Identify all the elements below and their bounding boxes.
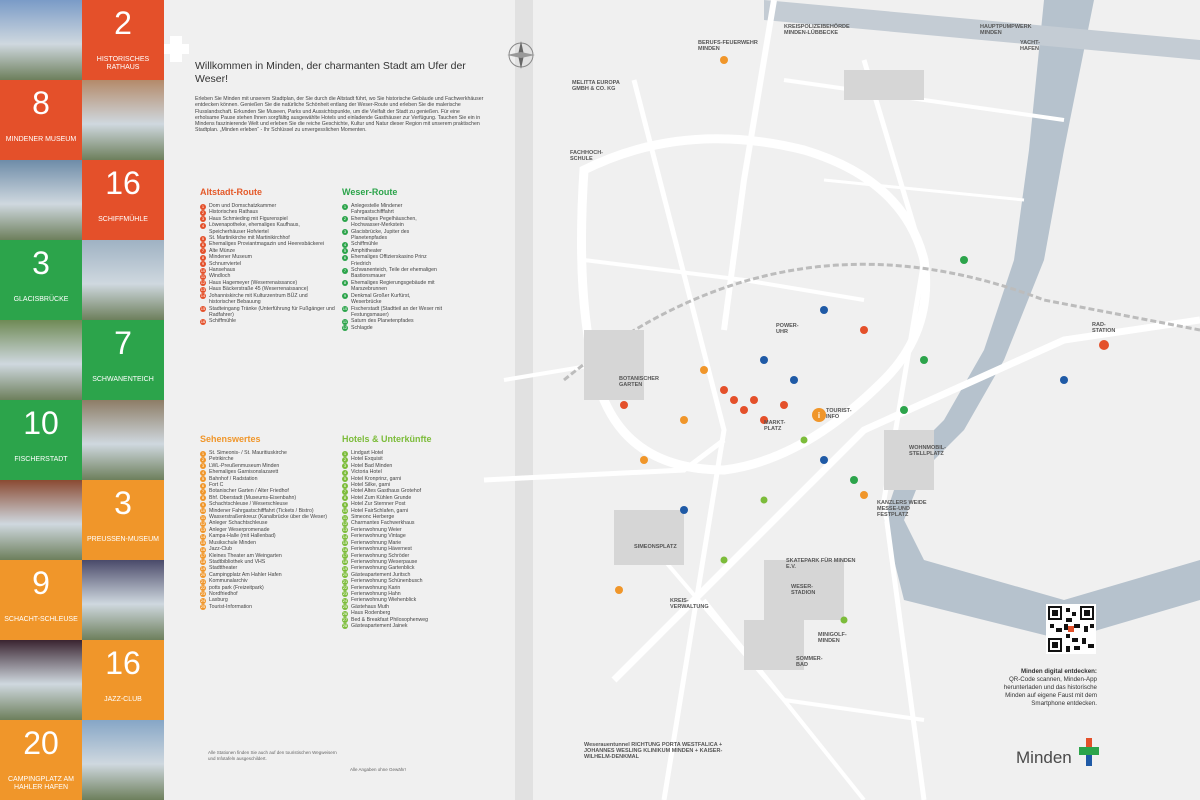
number-badge: 1	[201, 203, 205, 209]
number-badge: 24	[200, 597, 206, 603]
number-badge: 2	[343, 216, 347, 222]
list-item-label: Ferienwohnung Schröder	[351, 552, 410, 559]
list-item-label: Ferienwohnung Weserpause	[351, 558, 418, 565]
number-badge: 11	[342, 514, 348, 520]
list-item-label: Bahnhof / Radstation	[209, 475, 258, 482]
altstadt-list	[200, 203, 335, 325]
list-item-label: Victoria Hotel	[351, 469, 382, 476]
number-badge: 10	[342, 508, 348, 514]
strip-photo	[82, 240, 164, 320]
list-item-label: St. Simeonis- / St. Mauritiuskirche	[209, 450, 287, 456]
strip-label: MINDENER MUSEUM	[5, 136, 77, 143]
number-badge: 10	[200, 267, 206, 273]
number-badge: 7	[201, 488, 205, 494]
label-minigolf: MINIGOLF-MINDEN	[818, 632, 847, 644]
label-yachthafen: YACHT-HAFEN	[1020, 40, 1040, 52]
strip-label: JAZZ-CLUB	[104, 696, 142, 703]
strip-tile	[0, 80, 164, 160]
strip-label: HISTORISCHES RATHAUS	[96, 56, 150, 71]
list-item-label: Haus Hagemeyer (Weserrenaissance)	[209, 279, 298, 286]
list-item-label: Schnurrviertel	[209, 260, 242, 267]
number-badge: 1	[343, 450, 347, 456]
number-badge: 3	[201, 463, 205, 469]
number-badge: 11	[200, 273, 206, 279]
list-item	[200, 604, 335, 610]
list-item-label: Ehemaliges Offizierskasino Prinz Friedrich	[351, 254, 427, 267]
list-item-label: Lindgart Hotel	[351, 450, 384, 456]
number-badge: 21	[200, 578, 206, 584]
digital-text: QR-Code scannen, Minden-App herunterladen und das historische Minden auf eigene Faust mit dem Smartphone entdecken.	[1003, 676, 1097, 707]
strip-photo	[0, 0, 82, 80]
number-badge: 9	[343, 293, 347, 299]
number-badge: 3	[201, 216, 205, 222]
strip-label: SCHWANENTEICH	[92, 376, 154, 383]
number-badge: 2	[201, 209, 205, 215]
number-badge: 14	[200, 293, 206, 299]
number-badge: 20	[200, 572, 206, 578]
number-badge: 18	[200, 559, 206, 565]
number-badge: 5	[343, 248, 347, 254]
svg-text:i: i	[817, 411, 821, 420]
label-simeonsplatz: SIMEONSPLATZ	[634, 544, 677, 550]
label-poweruhr: POWER-UHR	[776, 323, 799, 335]
list-item-label: Stadteingang Tränke (Unterführung für Fußgänger und Radfahrer)	[209, 305, 335, 318]
label-botanischer-garten: BOTANISCHER GARTEN	[619, 376, 659, 388]
list-item	[342, 306, 442, 319]
digital-box	[985, 668, 1097, 708]
strip-photo	[0, 320, 82, 400]
number-badge: 8	[201, 495, 205, 501]
number-badge: 12	[342, 520, 348, 526]
list-item	[342, 254, 442, 267]
list-item-label: Ferienwohnung Gartenblick	[351, 565, 415, 572]
strip-photo	[0, 640, 82, 720]
number-badge: 20	[342, 572, 348, 578]
strip-number: 16	[105, 165, 141, 201]
number-badge: 19	[342, 565, 348, 571]
number-badge: 3	[343, 463, 347, 469]
list-item-label: Dom und Domschatzkammer	[209, 203, 277, 209]
list-item	[200, 222, 335, 235]
number-badge: 12	[200, 280, 206, 286]
strip-number: 7	[114, 325, 132, 361]
altstadt-title: Altstadt-Route	[200, 187, 262, 197]
strip-tile	[0, 720, 164, 800]
list-item	[200, 306, 335, 319]
number-badge: 15	[342, 540, 348, 546]
list-item	[342, 623, 462, 629]
strip-number: 8	[32, 85, 50, 121]
list-item	[200, 318, 335, 324]
note-sehens: Alle Stationen finden Sie auch auf den touristischen Wegweisern und Infotafeln ausgeschildert.	[208, 750, 337, 761]
label-hauptpumpwerk: HAUPTPUMPWERK MINDEN	[980, 24, 1032, 36]
number-badge: 8	[343, 495, 347, 501]
number-badge: 23	[200, 591, 206, 597]
list-item-label: Alte Münze	[209, 247, 235, 254]
list-item-label: Ferienwohnung Schünenbusch	[351, 578, 423, 585]
number-badge: 7	[201, 248, 205, 254]
number-badge: 22	[200, 585, 206, 591]
list-item-label: Haus Rodenberg	[351, 610, 391, 617]
strip-tile	[0, 560, 164, 640]
list-item-label: Fort C	[209, 482, 224, 489]
list-item-label: Bed & Breakfast Philosophenweg	[351, 616, 428, 623]
list-item-label: Saturn des Planetenpfades	[351, 318, 414, 325]
label-fachhochschule: FACHHOCH-SCHULE	[570, 150, 603, 162]
number-badge: 26	[342, 610, 348, 616]
strip-number: 16	[105, 645, 141, 681]
list-item	[342, 267, 442, 280]
list-item-label: Hotel FairSchlafen, garni	[351, 507, 409, 514]
strip-tile	[0, 400, 164, 480]
list-item-label: Hotel Altes Gasthaus Grotehof	[351, 488, 422, 495]
label-weserauentunnel: Weserauentunnel RICHTUNG PORTA WESTFALICA + JOHANNES WESLING KLINIKUM MINDEN + KAISER-WILHELM-DENKMAL	[584, 742, 723, 760]
strip-photo	[82, 80, 164, 160]
number-badge: 23	[342, 591, 348, 597]
list-item-label: Ferienwohnung Hahn	[351, 590, 401, 597]
number-badge: 12	[200, 520, 206, 526]
list-item-label: Schiffmühle	[351, 241, 379, 248]
strip-label: SCHACHT-SCHLEUSE	[4, 616, 78, 623]
number-badge: 21	[342, 578, 348, 584]
list-item	[342, 293, 442, 306]
number-badge: 25	[342, 604, 348, 610]
number-badge: 7	[343, 488, 347, 494]
number-badge: 13	[200, 286, 206, 292]
legend-panel	[195, 60, 485, 134]
intro-text: Erleben Sie Minden mit unserem Stadtplan, der Sie durch die Altstadt führt, wo Sie historische Gebäude und Fachwerkhäuser entdecken können. Genießen Sie die natürliche Schönheit entlang der Weser-Route und erleben Sie die malerische Flusslandschaft. Erkunden Sie Museen, Parks und Aussichtspunkte, um die Vielfalt der Stadt zu genießen. Für eine erholsame Pause stehen Ihnen sorgfältig ausgewählte Hotels und einladende Gasthäuser zur Verfügung. Tauchen Sie ein in Mindens faszinierende Welt und erleben Sie die reiche Geschichte, Kultur und Natur dieser Region mit unserem praktischen Stadtplan. „Minden erleben“ - Ihr Schlüssel zu unvergesslichen Momenten.	[195, 96, 484, 134]
number-badge: 13	[342, 527, 348, 533]
strip-label: GLACISBRÜCKE	[13, 296, 69, 303]
photo-strip	[0, 0, 164, 800]
list-item-label: Tourist-Information	[209, 603, 252, 610]
botanical-garden-block	[584, 330, 644, 400]
list-item-label: Gästehaus Muth	[351, 603, 390, 610]
list-item-label: Windloch	[209, 273, 231, 280]
number-badge: 5	[343, 476, 347, 482]
label-skatepark: SKATEPARK FÜR MINDEN E.V.	[786, 558, 856, 570]
number-badge: 2	[201, 456, 205, 462]
list-item-label: Hotel Exquisit	[351, 456, 383, 463]
number-badge: 8	[201, 254, 205, 260]
list-item-label: Schwanenteich, Teile der ehemaligen Bastionsmauer	[351, 267, 437, 280]
strip-tile	[0, 0, 164, 80]
label-sommerbad: SOMMER-BAD	[796, 656, 823, 668]
strip-label: PREUSSEN-MUSEUM	[87, 536, 159, 543]
list-item-label: Ferienwohnung Vintage	[351, 533, 406, 540]
number-badge: 16	[342, 546, 348, 552]
list-item-label: LWL-Preußenmuseum Minden	[209, 462, 280, 469]
qr-code[interactable]	[1046, 604, 1096, 654]
number-badge: 18	[342, 559, 348, 565]
list-item-label: Hansehaus	[209, 267, 236, 274]
number-badge: 1	[343, 203, 347, 209]
hotels-title: Hotels & Unterkünfte	[342, 434, 432, 444]
list-item-label: Historisches Rathaus	[209, 209, 259, 216]
number-badge: 16	[200, 318, 206, 324]
label-tourist-info: TOURIST-INFO	[826, 408, 852, 420]
number-badge: 14	[200, 533, 206, 539]
list-item	[342, 216, 442, 229]
weser-title: Weser-Route	[342, 187, 398, 197]
label-melitta: MELITTA EUROPA GMBH & CO. KG	[572, 80, 620, 92]
number-badge: 10	[342, 306, 348, 311]
label-kreisverwaltung: KREIS-VERWALTUNG	[670, 598, 709, 610]
list-item-label: potts park (Freizeitpark)	[209, 584, 264, 591]
label-wohnmobil: WOHNMOBIL-STELLPLATZ	[909, 445, 946, 457]
list-item-label: Löwenapotheke, ehemaliges Kaufhaus, Speicherhäuser Hofviertel	[209, 222, 300, 235]
number-badge: 10	[200, 508, 206, 514]
list-item-label: Kampa-Halle (mit Hallenbad)	[209, 533, 276, 540]
label-radstation: RAD-STATION	[1092, 322, 1116, 334]
list-item-label: Haus Bäckerstraße 45 (Weserrenaissance)	[209, 286, 309, 293]
strip-label: SCHIFFMÜHLE	[98, 216, 148, 223]
number-badge: 4	[343, 469, 347, 475]
list-item	[342, 325, 442, 331]
number-badge: 2	[343, 456, 347, 462]
list-item-label: Ehemaliges Pegelhäuschen, Hochwasser-Merkstein	[351, 215, 417, 229]
list-item-label: Jazz-Club	[209, 546, 233, 553]
strip-photo	[82, 560, 164, 640]
label-weserstadion: WESER-STADION	[791, 584, 816, 596]
strip-number: 3	[114, 485, 132, 521]
list-item-label: Gästeapartement Juritsch	[351, 571, 411, 578]
list-item-label: Amphitheater	[351, 247, 382, 254]
list-item-label: Laxburg	[209, 597, 228, 604]
weser-list	[342, 203, 442, 331]
list-item-label: Schlagde	[351, 324, 373, 331]
number-badge: 1	[201, 450, 205, 456]
list-item-label: Stadtbibliothek und VHS	[209, 558, 266, 565]
list-item-label: Hotel Bad Minden	[351, 462, 393, 469]
list-item-label: Kommunalarchiv	[209, 578, 248, 585]
number-badge: 9	[201, 501, 205, 507]
number-badge: 12	[342, 325, 348, 331]
number-badge: 4	[201, 469, 205, 475]
number-badge: 15	[200, 306, 206, 311]
list-item-label: Stadttheater	[209, 565, 238, 572]
strip-number: 9	[32, 565, 50, 601]
list-item-label: Ferienwohnung Karin	[351, 584, 401, 591]
list-item	[342, 203, 442, 216]
number-badge: 9	[343, 501, 347, 507]
number-badge: 13	[200, 527, 206, 533]
strip-photo	[82, 400, 164, 480]
number-badge: 24	[342, 597, 348, 603]
list-item-label: Ferienwohnung Hävernest	[351, 546, 412, 553]
list-item-label: Kleines Theater am Weingarten	[209, 552, 282, 559]
number-badge: 6	[201, 482, 205, 488]
list-item-label: Ferienwohnung Weier	[351, 526, 402, 533]
list-item-label: Schachtschleuse / Weserschleuse	[209, 501, 288, 508]
number-badge: 15	[200, 540, 206, 546]
list-item-label: Wasserstraßenkreuz (Kanalbrücke über die Weser)	[209, 514, 327, 521]
number-badge: 5	[201, 476, 205, 482]
label-kreispolizei: KREISPOLIZEIBEHÖRDE MINDEN-LÜBBECKE	[784, 24, 850, 36]
list-item-label: Ehemaliges Garnisonslazarett	[209, 469, 279, 476]
number-badge: 11	[200, 514, 206, 520]
strip-tile	[0, 480, 164, 560]
strip-tile	[0, 640, 164, 720]
number-badge: 8	[343, 280, 347, 286]
list-item-label: Haus Schmieding mit Figurenspiel	[209, 215, 288, 222]
number-badge: 5	[201, 235, 205, 241]
strip-tile	[0, 160, 164, 240]
list-item-label: Botanischer Garten / Alter Friedhof	[209, 488, 289, 495]
welcome-title: Willkommen in Minden, der charmanten Stadt am Ufer der Weser!	[195, 60, 466, 85]
list-item-label: Ehemaliges Regierungsgebäude mit Marszebrunnen	[351, 279, 435, 293]
list-item-label: Johanniskirche mit Kulturzentrum BÜZ und historischer Bebauung	[209, 292, 308, 306]
list-item-label: Denkmal Großer Kurfürst, Weserbrücke	[351, 292, 411, 306]
strip-label: FISCHERSTADT	[14, 456, 68, 463]
list-item	[342, 280, 442, 293]
list-item-label: St. Martinikirche mit Martinikirchhof	[209, 235, 290, 242]
list-item-label: Ehemaliges Proviantmagazin und Heeresbäckerei	[209, 241, 325, 248]
rail-station-marker	[1099, 340, 1109, 350]
list-item-label: Fischerstadt (Stadtteil an der Weser mit Festungsmauer)	[351, 305, 443, 318]
number-badge: 19	[200, 565, 206, 571]
list-item-label: Campingplatz Am Hahler Hafen	[209, 571, 282, 578]
digital-title: Minden digital entdecken:	[1021, 668, 1097, 675]
list-item-label: Musikschule Minden	[209, 539, 256, 546]
number-badge: 14	[342, 533, 348, 539]
number-badge: 22	[342, 585, 348, 591]
list-item-label: Mindener Museum	[209, 254, 252, 261]
strip-tile	[0, 240, 164, 320]
list-item-label: Simeonc Herberge	[351, 514, 395, 521]
list-item-label: Schiffmühle	[209, 318, 237, 325]
number-badge: 11	[342, 318, 348, 324]
strip-number: 20	[23, 725, 59, 761]
list-item-label: Anlegestelle Mindener Fahrgastschifffahrt	[351, 203, 403, 216]
strip-number: 10	[23, 405, 59, 441]
list-item-label: Bhf. Oberstadt (Museums-Eisenbahn)	[209, 494, 297, 501]
strip-photo	[82, 720, 164, 800]
list-item	[342, 229, 442, 242]
strip-label: CAMPINGPLATZ AM HAHLER HAFEN	[8, 776, 74, 791]
strip-number: 3	[32, 245, 50, 281]
list-item-label: Charmantes Fachwerkhaus	[351, 520, 415, 527]
strip-number: 2	[114, 5, 132, 41]
number-badge: 28	[342, 623, 348, 629]
number-badge: 27	[342, 617, 348, 623]
label-marktplatz: MARKT-PLATZ	[764, 420, 786, 432]
list-item-label: Hotel Zum Kühlen Grunde	[351, 494, 412, 501]
number-badge: 6	[201, 241, 205, 247]
number-badge: 16	[200, 546, 206, 552]
list-item-label: Hotel Zur Sternner Post	[351, 501, 406, 508]
number-badge: 4	[201, 222, 205, 228]
number-badge: 17	[342, 553, 348, 558]
list-item-label: Anleger Schachtschleuse	[209, 520, 268, 527]
strip-tile	[0, 320, 164, 400]
list-item-label: Hotel Silke, garni	[351, 482, 391, 489]
number-badge: 17	[200, 553, 206, 558]
number-badge: 3	[343, 229, 347, 235]
list-item-label: Hotel Kronprinz, garni	[351, 475, 402, 482]
number-badge: 6	[343, 482, 347, 488]
list-item	[200, 293, 335, 306]
list-item-label: Ferienwohnung Marie	[351, 539, 402, 546]
list-item-label: Ferienwohnung Wiehenblick	[351, 597, 417, 604]
note-hotels: Alle Angaben ohne Gewähr!	[350, 767, 407, 772]
number-badge: 9	[201, 261, 205, 267]
strip-photo	[0, 160, 82, 240]
sehens-title: Sehenswertes	[200, 434, 261, 444]
list-item-label: Glacisbrücke, Jupiter des Planetenpfades	[351, 228, 410, 242]
number-badge: 7	[343, 267, 347, 273]
sehens-list	[200, 450, 335, 610]
list-item-label: Nordfriedhof	[209, 590, 238, 597]
number-badge: 4	[343, 241, 347, 247]
hotels-list	[342, 450, 462, 629]
brand-name: Minden	[1016, 748, 1072, 767]
number-badge: 25	[200, 604, 206, 610]
brand-logo-icon	[1079, 738, 1099, 766]
label-kanzlers-weide: KANZLERS WEIDE MESSE-UND FESTPLATZ	[877, 500, 927, 518]
list-item-label: Gästeapartement Jainek	[351, 622, 408, 629]
list-item-label: Anleger Weserpromenade	[209, 526, 270, 533]
list-item-label: Mindener Fahrgastschifffahrt (Tickets / Bistro)	[209, 507, 314, 514]
number-badge: 6	[343, 254, 347, 260]
list-item-label: Petrikirche	[209, 456, 234, 463]
strip-photo	[0, 480, 82, 560]
label-berufsfeuerwehr: BERUFS-FEUERWEHR MINDEN	[698, 40, 758, 52]
